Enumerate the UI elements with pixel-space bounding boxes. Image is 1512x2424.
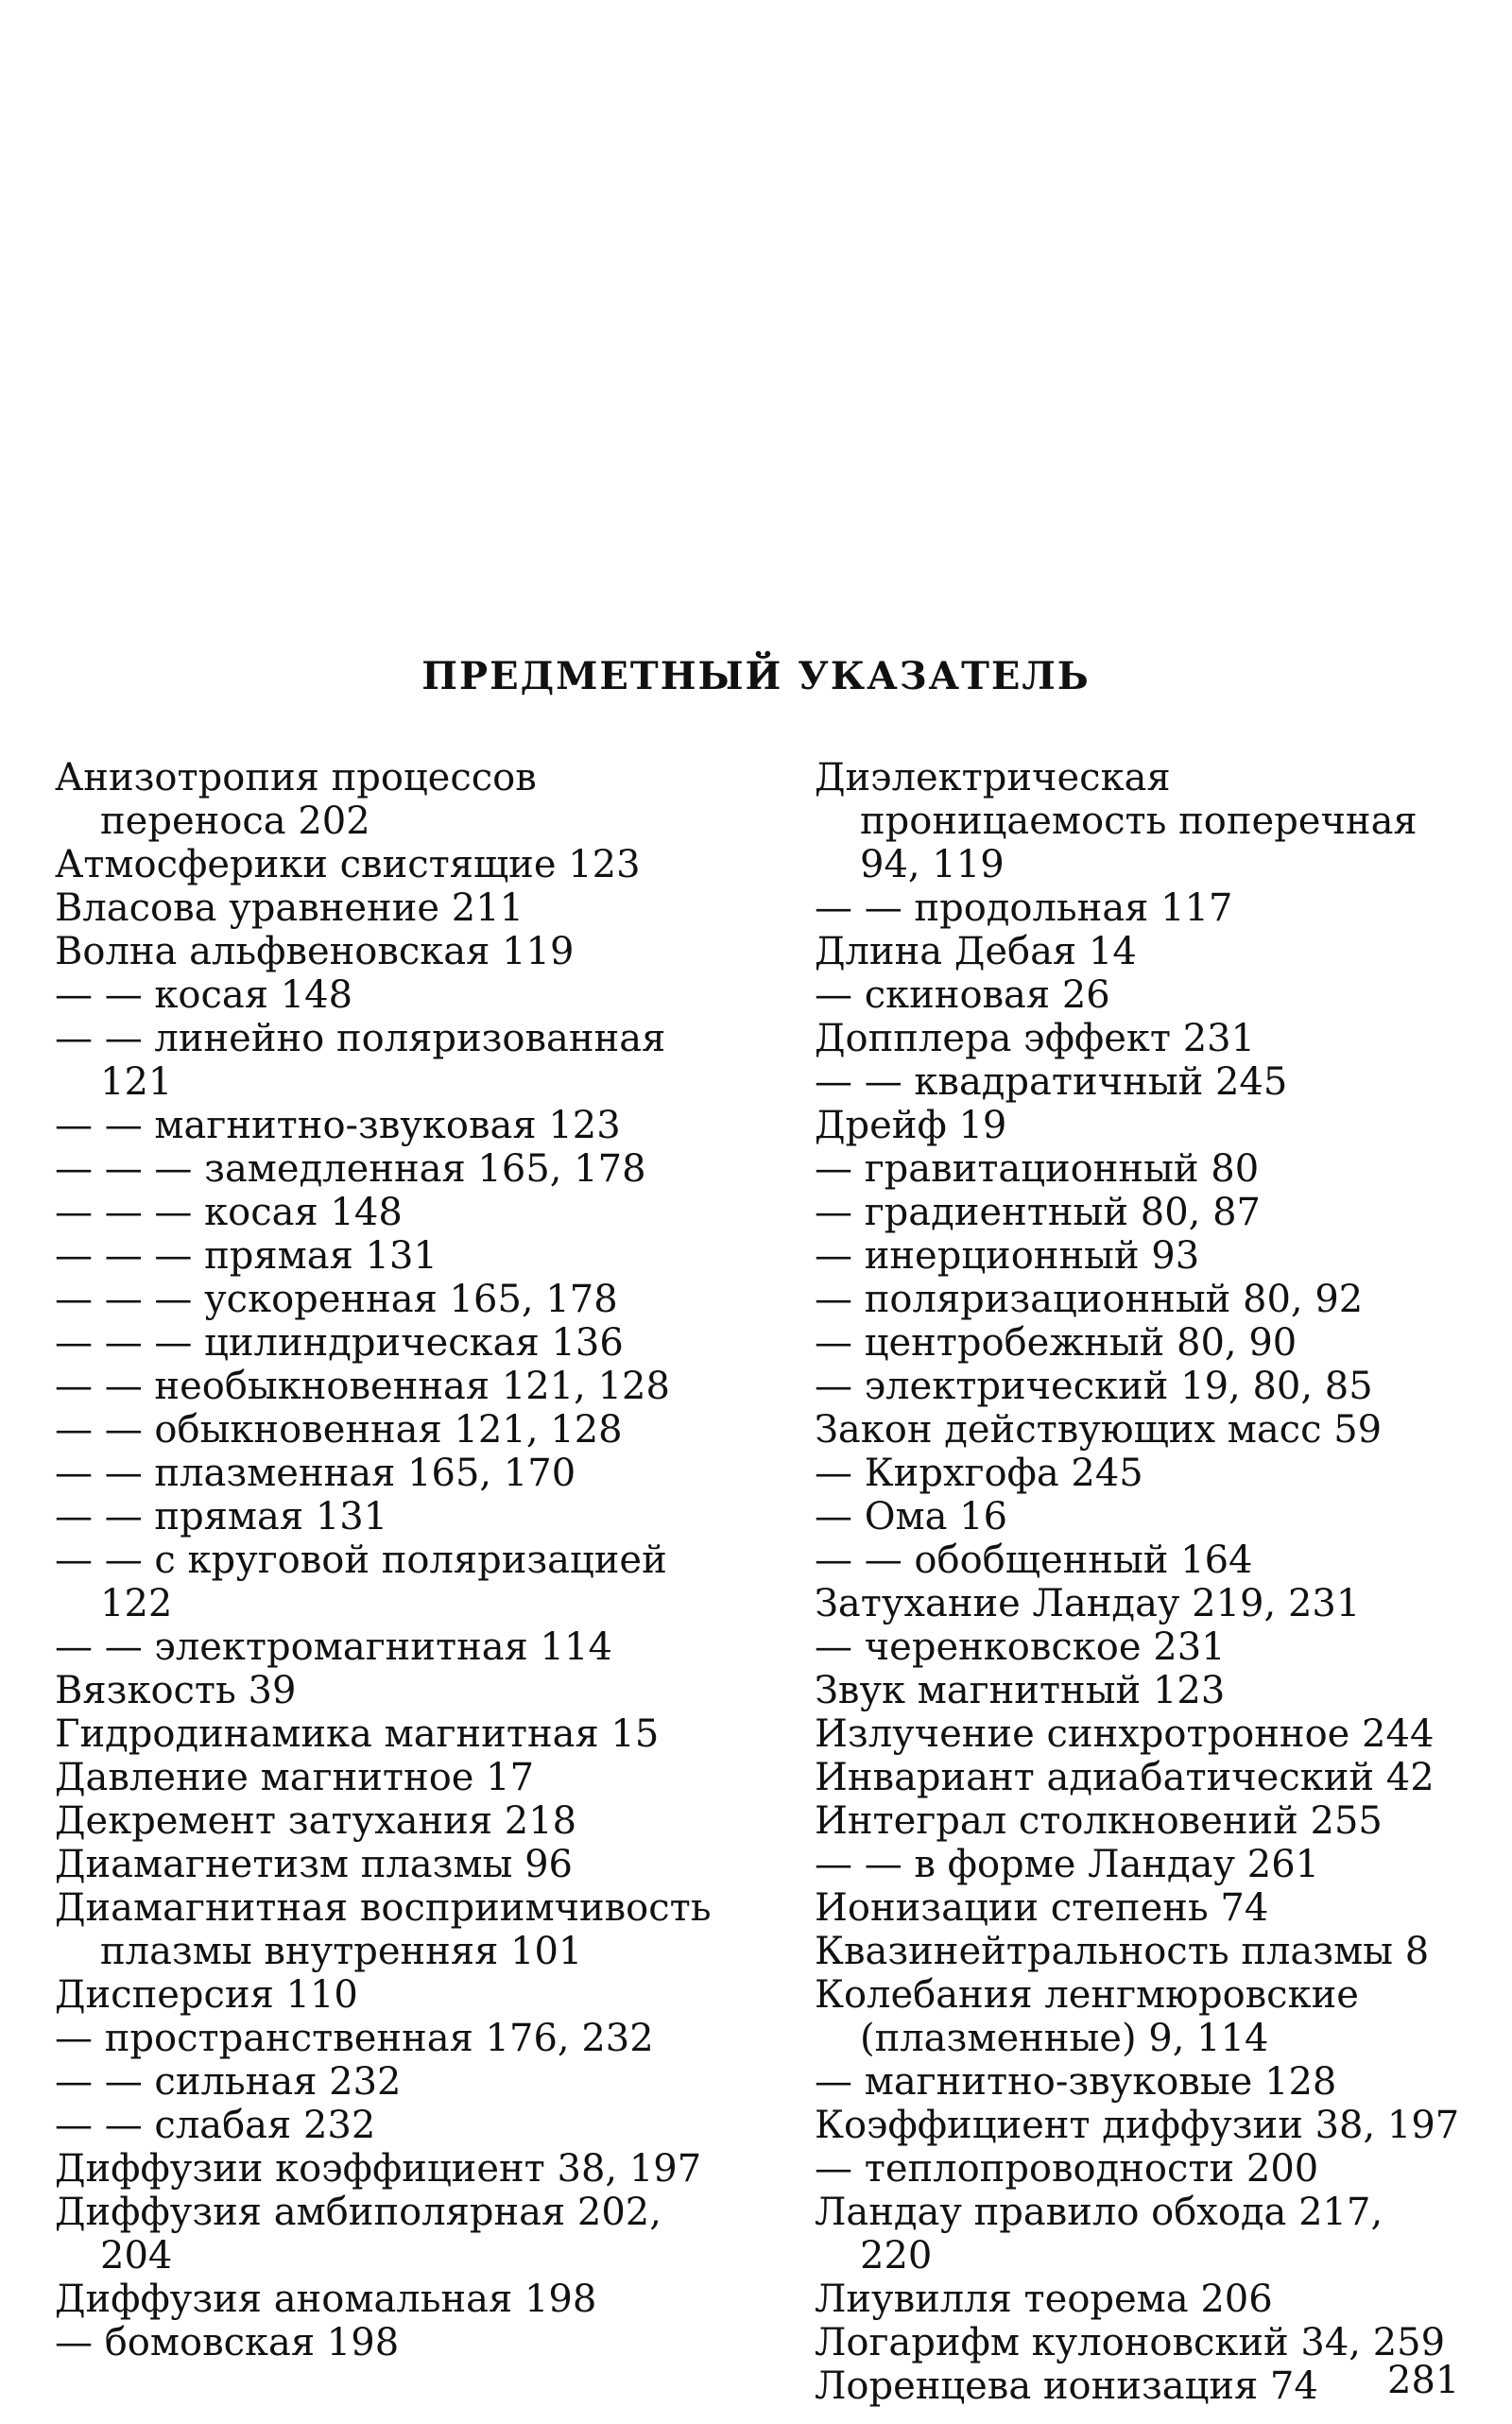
index-entry: — — — косая 148 xyxy=(55,1191,403,1234)
index-entry: — — с круговой поляризацией 122 xyxy=(55,1539,667,1625)
index-entry: Диффузия аномальная 198 xyxy=(55,2278,597,2321)
index-entry: — — квадратичный 245 xyxy=(815,1060,1288,1104)
index-entry: Давление магнитное 17 xyxy=(55,1756,535,1799)
index-entry: — электрический 19, 80, 85 xyxy=(815,1365,1373,1408)
index-entry: — — магнитно-звуковая 123 xyxy=(55,1104,621,1147)
index-entry: — инерционный 93 xyxy=(815,1234,1200,1278)
index-entry: Ландау правило обхода 217, 220 xyxy=(815,2191,1383,2278)
index-entry: — градиентный 80, 87 xyxy=(815,1191,1261,1234)
index-entry: Затухание Ландау 219, 231 xyxy=(815,1582,1361,1625)
index-entry: — — — замедленная 165, 178 xyxy=(55,1147,646,1191)
index-entry: Диамагнетизм плазмы 96 xyxy=(55,1843,574,1886)
index-entry: — бомовская 198 xyxy=(55,2321,400,2364)
index-entry: Лиувилля теорема 206 xyxy=(815,2278,1273,2321)
index-entry: — центробежный 80, 90 xyxy=(815,1321,1297,1365)
index-entry: — — косая 148 xyxy=(55,973,353,1017)
index-entry: Колебания ленгмюровские (плазменные) 9, 114 xyxy=(815,1973,1359,2060)
index-entry: — — продольная 117 xyxy=(815,886,1233,930)
index-entry: Диффузия амбиполярная 202, 204 xyxy=(55,2191,662,2278)
index-column-left xyxy=(55,756,716,2364)
index-entry: — пространственная 176, 232 xyxy=(55,2017,654,2060)
index-entry: Декремент затухания 218 xyxy=(55,1799,577,1843)
index-entry: Интеграл столкновений 255 xyxy=(815,1799,1383,1843)
index-entry: — — — цилиндрическая 136 xyxy=(55,1321,624,1365)
index-entry: — Ома 16 xyxy=(815,1495,1008,1539)
index-entry: Атмосферики свистящие 123 xyxy=(55,843,641,886)
index-entry: — — обобщенный 164 xyxy=(815,1539,1253,1582)
index-entry: Диффузии коэффициент 38, 197 xyxy=(55,2147,702,2191)
index-entry: Инвариант адиабатический 42 xyxy=(815,1756,1435,1799)
index-entry: — — — прямая 131 xyxy=(55,1234,438,1278)
index-entry: — — сильная 232 xyxy=(55,2060,402,2104)
index-entry: — гравитационный 80 xyxy=(815,1147,1260,1191)
index-entry: Лоренцева ионизация 74 xyxy=(815,2364,1318,2408)
index-entry: Дрейф 19 xyxy=(815,1104,1007,1147)
index-entry: Коэффициент диффузии 38, 197 xyxy=(815,2104,1460,2147)
index-entry: — — прямая 131 xyxy=(55,1495,388,1539)
index-entry: Волна альфвеновская 119 xyxy=(55,930,575,973)
index-entry: Вязкость 39 xyxy=(55,1669,297,1712)
index-entry: Логарифм кулоновский 34, 259 xyxy=(815,2321,1446,2364)
index-entry: — черенковское 231 xyxy=(815,1625,1226,1669)
index-entry: — — линейно поляризованная 121 xyxy=(55,1017,666,1104)
index-entry: Длина Дебая 14 xyxy=(815,930,1137,973)
index-entry: — — — ускоренная 165, 178 xyxy=(55,1278,618,1321)
index-entry: Власова уравнение 211 xyxy=(55,886,524,930)
index-entry: Ионизации степень 74 xyxy=(815,1886,1269,1930)
index-entry: Допплера эффект 231 xyxy=(815,1017,1256,1060)
page-number: 281 xyxy=(1387,2359,1460,2402)
index-entry: Квазинейтральность плазмы 8 xyxy=(815,1930,1430,1973)
index-entry: Анизотропия процессов переноса 202 xyxy=(55,756,537,843)
page-title: ПРЕДМЕТНЫЙ УКАЗАТЕЛЬ xyxy=(421,654,1091,698)
index-entry: — — слабая 232 xyxy=(55,2104,376,2147)
index-entry: Диэлектрическая проницаемость поперечная 94, 119 xyxy=(815,756,1418,886)
index-column-right xyxy=(815,756,1467,2408)
index-entry: — — необыкновенная 121, 128 xyxy=(55,1365,670,1408)
index-entry: Диамагнитная восприимчивость плазмы внутренняя 101 xyxy=(55,1886,712,1973)
index-entry: — — обыкновенная 121, 128 xyxy=(55,1408,623,1452)
index-entry: — теплопроводности 200 xyxy=(815,2147,1319,2191)
index-entry: Дисперсия 110 xyxy=(55,1973,358,2017)
index-entry: Излучение синхротронное 244 xyxy=(815,1712,1435,1756)
index-entry: Гидродинамика магнитная 15 xyxy=(55,1712,660,1756)
index-entry: Закон действующих масс 59 xyxy=(815,1408,1383,1452)
index-entry: — Кирхгофа 245 xyxy=(815,1452,1143,1495)
index-entry: — скиновая 26 xyxy=(815,973,1110,1017)
index-entry: — — электромагнитная 114 xyxy=(55,1625,612,1669)
index-entry: Звук магнитный 123 xyxy=(815,1669,1226,1712)
index-entry: — — плазменная 165, 170 xyxy=(55,1452,576,1495)
index-entry: — магнитно-звуковые 128 xyxy=(815,2060,1337,2104)
index-entry: — поляризационный 80, 92 xyxy=(815,1278,1364,1321)
index-entry: — — в форме Ландау 261 xyxy=(815,1843,1320,1886)
